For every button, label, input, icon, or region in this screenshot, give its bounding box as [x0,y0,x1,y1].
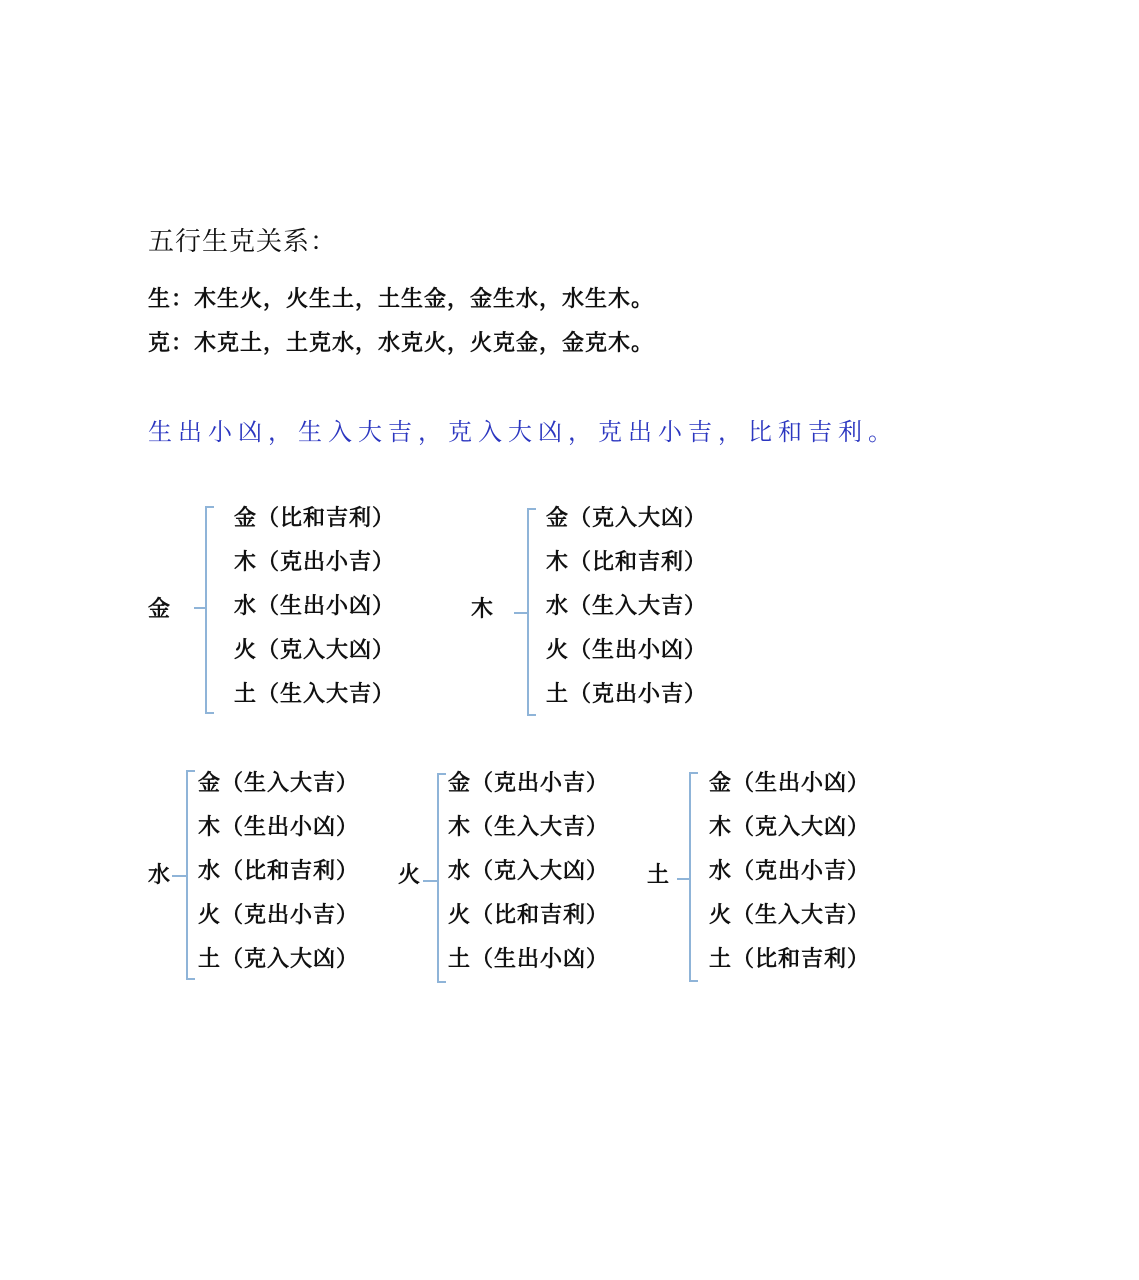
relation-list [546,496,707,716]
sheng-rule: 生：木生火，火生土，土生金，金生水，水生木。 [148,286,655,312]
group-center: 土 [647,862,670,888]
ke-rule: 克：木克土，土克水，水克火，火克金，金克木。 [148,330,655,356]
relation-item: 火（生入大吉） [709,902,871,928]
relation-item: 金（生入大吉） [198,770,360,796]
relation-item: 金（克入大凶） [546,505,708,531]
relation-item: 木（生出小凶） [198,814,360,840]
relation-item: 木（克出小吉） [234,549,396,575]
bracket-stub [514,612,527,614]
relation-item: 木（生入大吉） [448,814,610,840]
bracket [205,506,207,714]
group-center: 木 [471,596,494,622]
relation-item: 土（比和吉利） [709,946,871,972]
relation-item: 金（生出小凶） [709,770,871,796]
relation-item: 金（比和吉利） [234,505,396,531]
group-center: 水 [148,862,171,888]
relation-item: 土（生入大吉） [234,681,396,707]
group-center: 金 [148,596,171,622]
bracket [527,508,529,716]
relation-list [709,761,870,981]
bracket-stub [423,880,437,882]
relation-item: 火（生出小凶） [546,637,708,663]
group-center: 火 [398,862,421,888]
relation-list [234,496,395,716]
relation-item: 土（生出小凶） [448,946,610,972]
summary-line: 生出小凶，生入大吉，克入大凶，克出小吉，比和吉利。 [148,418,898,446]
relation-item: 火（比和吉利） [448,902,610,928]
relation-list [448,761,609,981]
bracket-stub [677,878,689,880]
relation-item: 土（克出小吉） [546,681,708,707]
relation-item: 金（克出小吉） [448,770,610,796]
relation-item: 水（克出小吉） [709,858,871,884]
page-title: 五行生克关系： [148,227,338,257]
relation-item: 土（克入大凶） [198,946,360,972]
relation-item: 水（克入大凶） [448,858,610,884]
bracket [437,773,439,983]
relation-item: 木（克入大凶） [709,814,871,840]
bracket [186,770,188,980]
relation-item: 火（克出小吉） [198,902,360,928]
relation-item: 火（克入大凶） [234,637,396,663]
relation-list [198,761,359,981]
relation-item: 水（生入大吉） [546,593,708,619]
relation-item: 水（比和吉利） [198,858,360,884]
relation-item: 木（比和吉利） [546,549,708,575]
relation-item: 水（生出小凶） [234,593,396,619]
bracket-stub [172,875,186,877]
bracket [689,772,691,982]
